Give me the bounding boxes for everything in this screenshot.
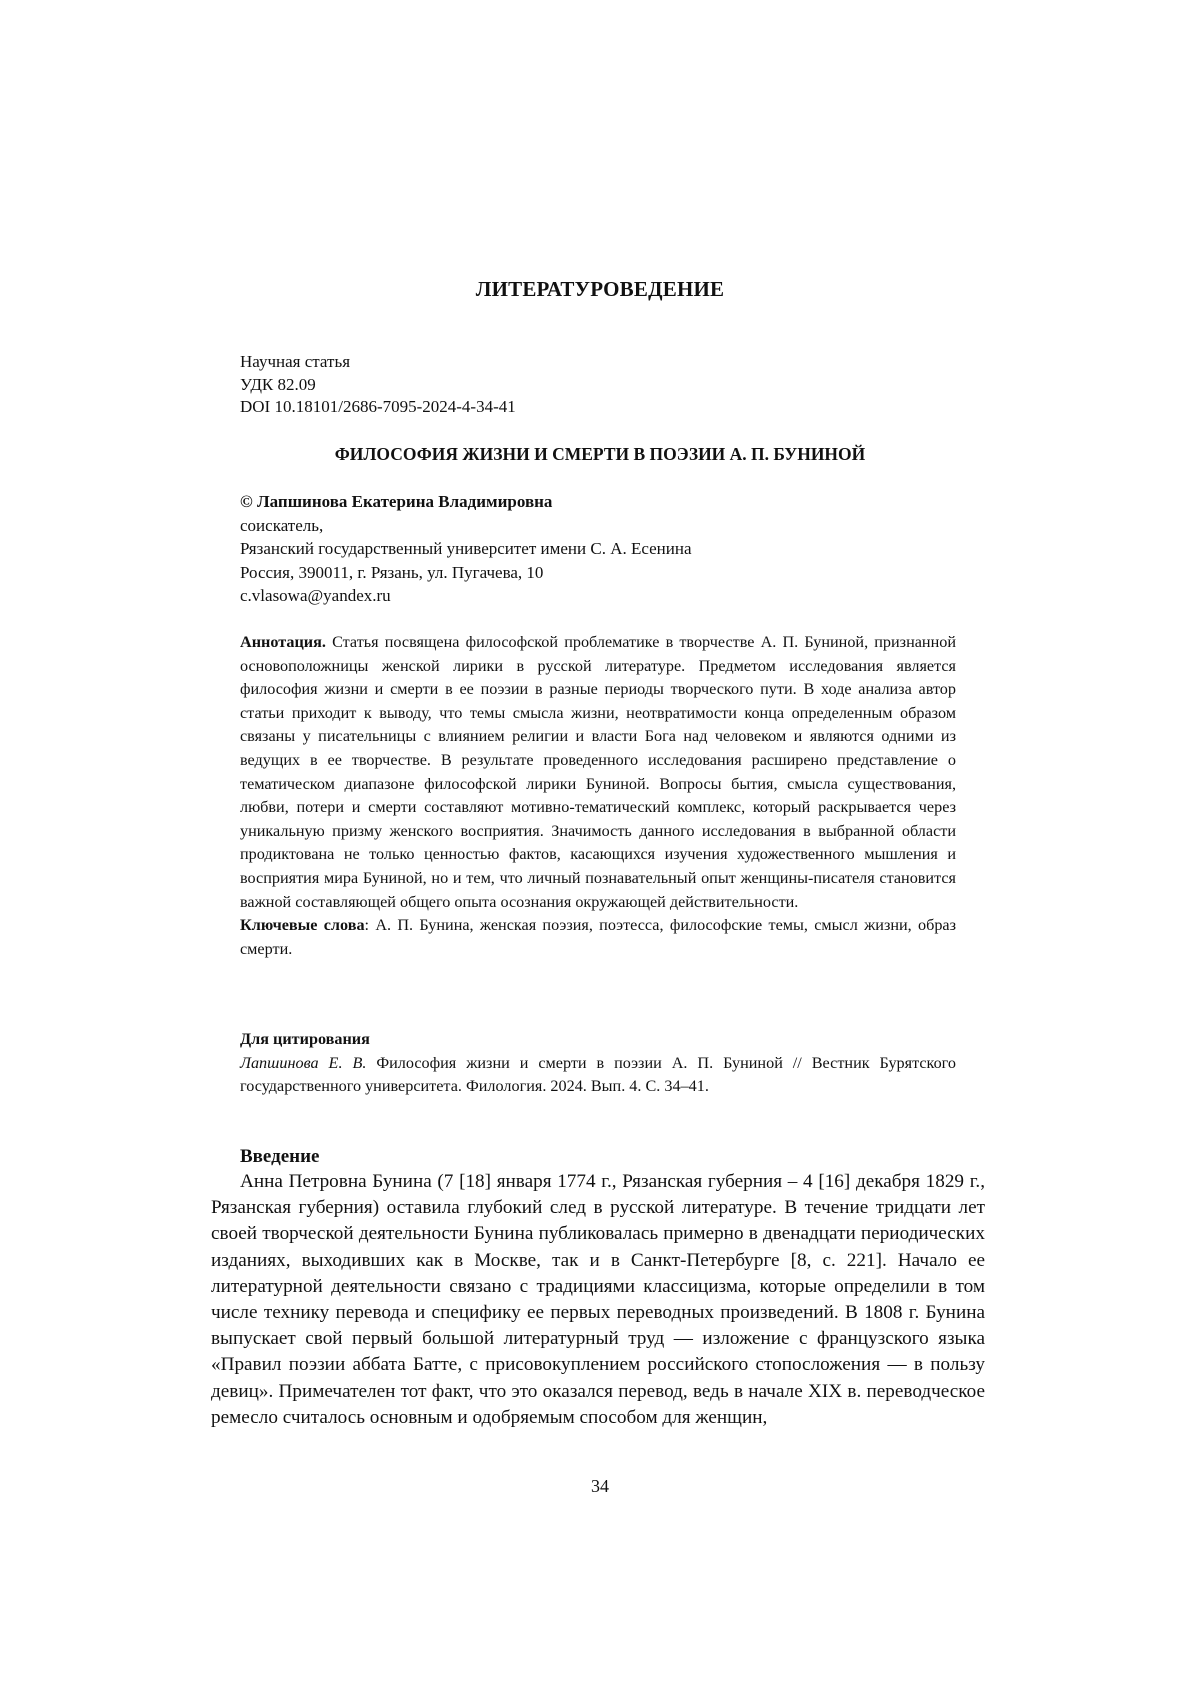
citation-author: Лапшинова Е. В. bbox=[240, 1054, 366, 1072]
author-affiliation: Рязанский государственный университет имени С. А. Есенина bbox=[240, 537, 692, 561]
introduction-body bbox=[211, 1169, 985, 1431]
udc-code: УДК 82.09 bbox=[240, 374, 516, 397]
author-address: Россия, 390011, г. Рязань, ул. Пугачева, 10 bbox=[240, 561, 692, 585]
author-position: соискатель, bbox=[240, 514, 692, 538]
introduction-paragraph: Анна Петровна Бунина (7 [18] января 1774 г., Рязанская губерния – 4 [16] декабря 1829 г., Рязанская губерния) оставила глубокий след в русской литературе. В течение тридцати лет своей творческой деятельности Бунина публиковалась примерно в двенадцати периодических изданиях, выходивших как в Москве, так и в Санкт-Петербурге [8, с. 221]. Начало ее литературной деятельности связано с традициями классицизма, которые определили в том числе технику перевода и специфику ее первых переводных произведений. В 1808 г. Бунина выпускает свой первый большой литературный труд — изложение с французского языка «Правил поэзии аббата Батте, с присовокуплением российского стопосложения — в пользу девиц». Примечателен тот факт, что это оказался перевод, ведь в начале XIX в. переводческое ремесло считалось основным и одобряемым способом для женщин, bbox=[211, 1169, 985, 1431]
citation-block bbox=[240, 1028, 956, 1099]
author-block bbox=[240, 490, 692, 608]
article-meta bbox=[240, 351, 516, 419]
author-name: © Лапшинова Екатерина Владимировна bbox=[240, 490, 692, 514]
citation-text: Философия жизни и смерти в поэзии А. П. Буниной // Вестник Бурятского государственного университета. Филология. 2024. Вып. 4. С. 34–41. bbox=[240, 1054, 956, 1096]
keywords-text: : А. П. Бунина, женская поэзия, поэтесса, философские темы, смысл жизни, образ смерти. bbox=[240, 916, 956, 958]
abstract-text: Статья посвящена философской проблематике в творчестве А. П. Буниной, признанной основоположницы женской лирики в русской литературе. Предметом исследования является философия жизни и смерти в ее поэзии в разные периоды творческого пути. В ходе анализа автор статьи приходит к выводу, что темы смысла жизни, неотвратимости конца определенным образом связаны у писательницы с влиянием религии и власти Бога над человеком и являются одними из ведущих в ее творчестве. В результате проведенного исследования расширено представление о тематическом диапазоне философской лирики Буниной. Вопросы бытия, смысла существования, любви, потери и смерти составляют мотивно-тематический комплекс, который раскрывается через уникальную призму женского восприятия. Значимость данного исследования в выбранной области продиктована не только ценностью фактов, касающихся изучения художественного мышления и восприятия мира Буниной, но и тем, что личный познавательный опыт женщины-писателя становится важной составляющей общего опыта осознания окружающей действительности. bbox=[240, 633, 956, 911]
introduction-heading: Введение bbox=[240, 1146, 320, 1168]
doi: DOI 10.18101/2686-7095-2024-4-34-41 bbox=[240, 396, 516, 419]
abstract-paragraph bbox=[240, 631, 956, 914]
abstract-label: Аннотация. bbox=[240, 633, 326, 651]
page bbox=[0, 0, 1200, 1697]
page-number: 34 bbox=[0, 1476, 1200, 1497]
section-heading: ЛИТЕРАТУРОВЕДЕНИЕ bbox=[0, 277, 1200, 302]
abstract-block bbox=[240, 631, 956, 961]
keywords-label: Ключевые слова bbox=[240, 916, 365, 934]
author-email: c.vlasowa@yandex.ru bbox=[240, 584, 692, 608]
article-type: Научная статья bbox=[240, 351, 516, 374]
keywords-paragraph bbox=[240, 914, 956, 961]
citation-label: Для цитирования bbox=[240, 1028, 956, 1052]
article-title: ФИЛОСОФИЯ ЖИЗНИ И СМЕРТИ В ПОЭЗИИ А. П. БУНИНОЙ bbox=[240, 444, 960, 465]
